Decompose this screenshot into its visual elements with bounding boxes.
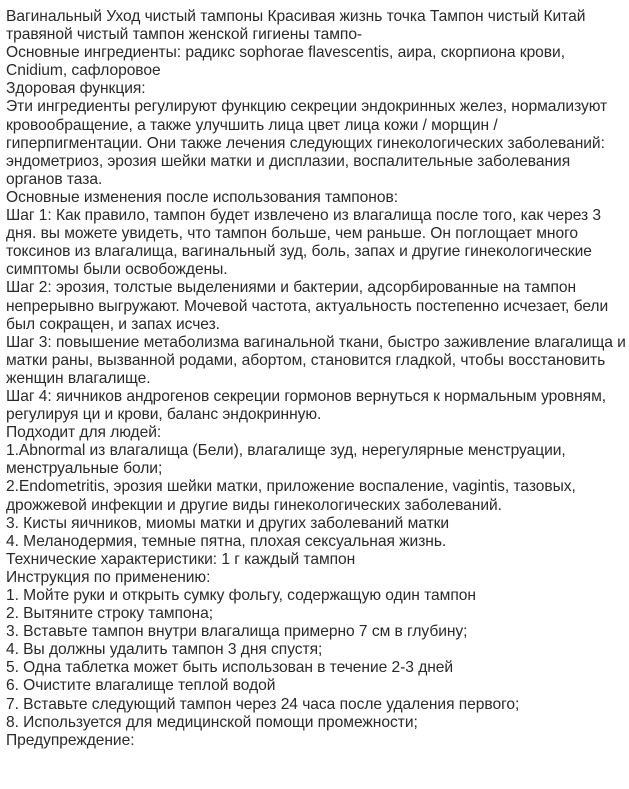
ingredients-text: Основные ингредиенты: радикс sophorae flavescentis, аира, скорпиона крови, Cnidium, сафлоровое bbox=[6, 44, 565, 80]
step-item: Шаг 4: яичников андрогенов секреции гормонов вернуться к нормальным уровням, регулируя ци и крови, баланс эндокринную. bbox=[6, 387, 607, 424]
step-item: Шаг 3: повышение метаболизма вагинальной ткани, быстро заживление влагалища и матки раны, вызванной родами, абортом, становится гладкой, чтобы восстановить женщин влагалище. bbox=[6, 333, 626, 387]
step-item: Шаг 2: эрозия, толстые выделениями и бактерии, адсорбированные на тампон непрерывно выгружают. Мочевой частота, актуальность постепенно исчезает, бели был сокращен, и запах исчез. bbox=[6, 279, 609, 333]
instruction-item: 4. Вы должны удалить тампон 3 дня спустя; bbox=[6, 641, 323, 659]
health-text: Эти ингредиенты регулируют функцию секреции эндокринных желез, нормализуют кровообращение, а также улучшить лица цвет лица кожи / морщин / гиперпигментации. Они также лечения следующих гинекологических заболеваний: эндометриоз, эрозия шейки матки и дисплазии, воспалительные заболевания органов таза. bbox=[6, 98, 608, 188]
instruction-item: 7. Вставьте следующий тампон через 24 часа после удаления первого; bbox=[6, 695, 520, 713]
product-description bbox=[6, 8, 627, 750]
instruction-item: 6. Очистите влагалище теплой водой bbox=[6, 677, 276, 695]
health-heading: Здоровая функция: bbox=[6, 80, 146, 98]
product-title: Вагинальный Уход чистый тампоны Красивая жизнь точка Тампон чистый Китай травяной чистый тампон женской гигиены тампо- bbox=[6, 8, 586, 44]
step-item: Шаг 1: Как правило, тампон будет извлечено из влагалища после того, как через 3 дня. вы можете увидеть, что тампон больше, чем раньше. Он поглощает много токсинов из влагалища, вагинальный зуд, боль, запах и другие гинекологические симптомы были освобождены. bbox=[6, 207, 601, 279]
instruction-item: 8. Используется для медицинской помощи промежности; bbox=[6, 713, 418, 731]
instruction-item: 2. Вытяните строку тампона; bbox=[6, 605, 213, 623]
suitable-item: 1.Abnormal из влагалища (Бели), влагалище зуд, нерегулярные менструации, менструальные боли; bbox=[6, 442, 566, 478]
instruction-item: 1. Мойте руки и открыть сумку фольгу, содержащую один тампон bbox=[6, 587, 476, 604]
changes-heading: Основные изменения после использования тампонов: bbox=[6, 188, 398, 206]
suitable-item: 2.Endometritis, эрозия шейки матки, приложение воспаление, vagintis, тазовых, дрожжевой инфекции и другие виды гинекологических заболеваний. bbox=[6, 478, 576, 514]
suitable-item: 4. Меланодермия, темные пятна, плохая сексуальная жизнь. bbox=[6, 532, 447, 550]
specs-text: Технические характеристики: 1 г каждый тампон bbox=[6, 550, 356, 568]
instruction-item: 5. Одна таблетка может быть использован в течение 2-3 дней bbox=[6, 659, 454, 677]
suitable-heading: Подходит для людей: bbox=[6, 424, 162, 442]
warning-heading: Предупреждение: bbox=[6, 731, 135, 749]
instructions-heading: Инструкция по применению: bbox=[6, 568, 211, 586]
instruction-item: 3. Вставьте тампон внутри влагалища примерно 7 см в глубину; bbox=[6, 623, 468, 641]
suitable-item: 3. Кисты яичников, миомы матки и других заболеваний матки bbox=[6, 514, 450, 532]
